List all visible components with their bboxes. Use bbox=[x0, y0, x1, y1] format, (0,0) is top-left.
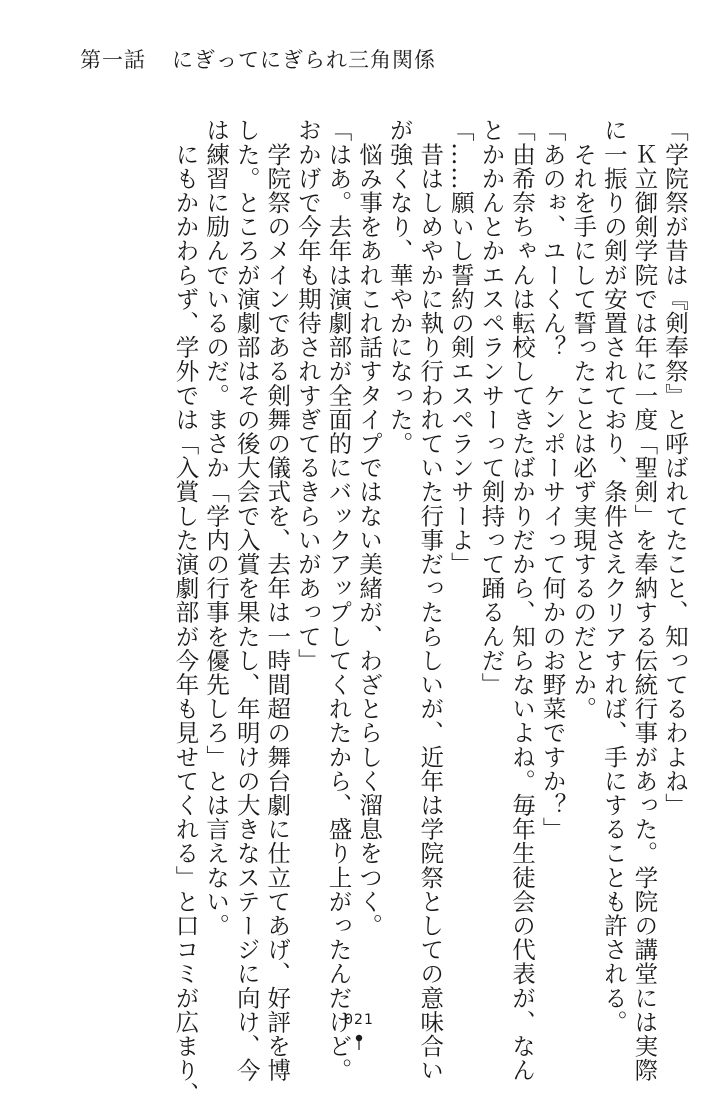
text-line: おかげで今年も期待されすぎてるきらいがあって」 bbox=[293, 118, 322, 673]
text-line: 「はあ。去年は演劇部が全面的にバックアップしてくれたから、盛り上がったんだけど。 bbox=[324, 118, 353, 1082]
text-line: 学院祭のメインである剣舞の儀式を、去年は一時間超の舞台劇に仕立てあげ、好評を博 bbox=[263, 118, 292, 1082]
text-line: 「学院祭が昔は『剣奉祭』と呼ばれてたこと、知ってるわよね」 bbox=[661, 118, 689, 817]
text-line: にもかかわらず、学外では「入賞した演劇部が今年も見せてくれる」と口コミが広まり、 bbox=[171, 118, 200, 1106]
text-line: Ｋ立御剣学院では年に一度「聖剣」を奉納する伝統行事があった。学院の講堂には実際 bbox=[630, 118, 659, 1082]
text-line: 悩み事をあれこれ話すタイプではない美緒が、わざとらしく溜息をつく。 bbox=[355, 118, 384, 938]
running-header bbox=[80, 44, 436, 74]
text-line: が強くなり、華やかになった。 bbox=[385, 118, 414, 456]
text-line: 「……願いし誓約の剣エスペランサーよ」 bbox=[446, 118, 475, 576]
text-line: に一振りの剣が安置されており、条件さえクリアすれば、手にすることも許される。 bbox=[599, 118, 628, 1034]
page-number: 021 bbox=[344, 1012, 374, 1028]
text-line: とかかんとかエスペランサーって剣持って踊るんだ」 bbox=[477, 118, 506, 697]
text-line: 「由希奈ちゃんは転校してきたばかりだから、知らないよね。毎年生徒会の代表が、なん bbox=[508, 118, 537, 1082]
text-line: それを手にして誓ったことは必ず実現するのだとか。 bbox=[569, 118, 598, 721]
chapter-label: 第一話 bbox=[80, 48, 146, 72]
page-marker-icon bbox=[352, 1034, 366, 1050]
text-line: 昔はしめやかに執り行われていた行事だったらしいが、近年は学院祭としての意味合い bbox=[416, 118, 445, 1082]
text-line: は練習に励んでいるのだ。まさか「学内の行事を優先しろ」とは言えない。 bbox=[202, 118, 231, 938]
chapter-title: にぎってにぎられ三角関係 bbox=[172, 48, 436, 72]
text-line: 「あのぉ、ユーくん？ ケンポーサイって何かのお野菜ですか？」 bbox=[538, 118, 567, 841]
text-line: した。ところが演劇部はその後大会で入賞を果たし、年明けの大きなステージに向け、今 bbox=[232, 118, 261, 1082]
